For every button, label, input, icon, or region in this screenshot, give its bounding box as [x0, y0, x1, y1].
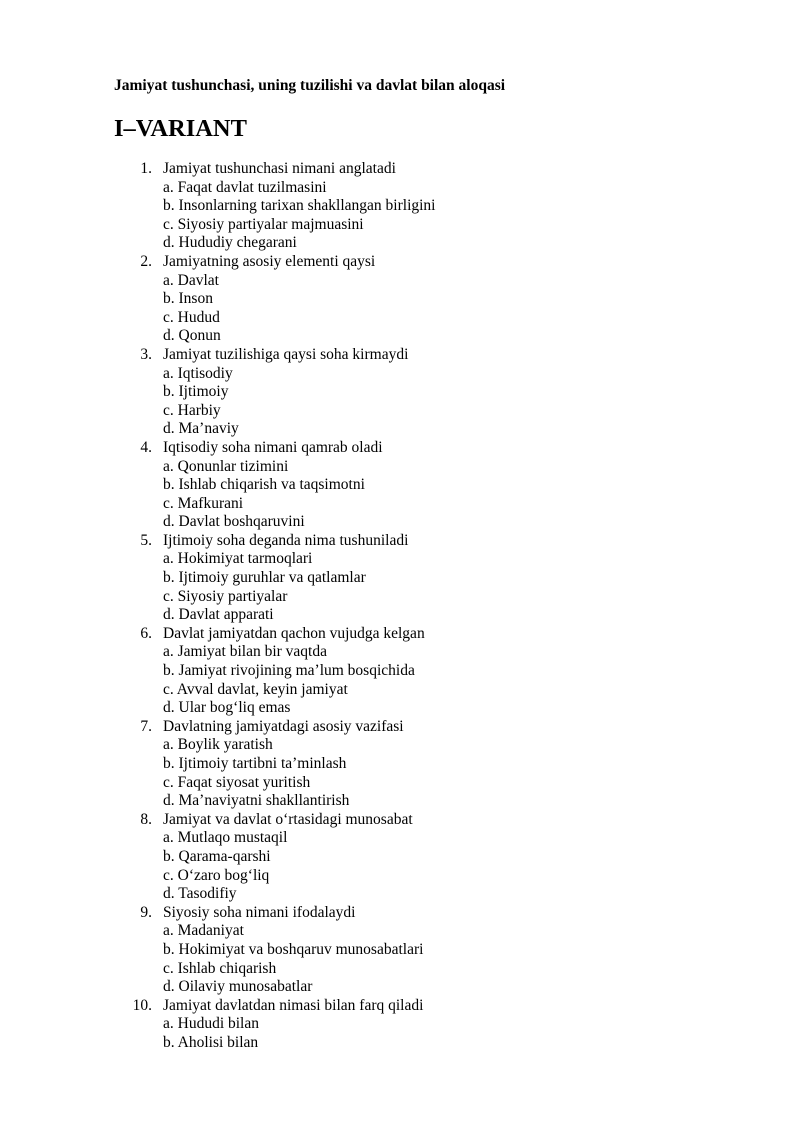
answer-option: [0, 774, 800, 793]
question-line: [0, 811, 800, 830]
answer-option-text: d. Davlat boshqaruvini: [163, 513, 305, 531]
question-number: 5.: [140, 531, 152, 549]
answer-option-text: a. Hududi bilan: [163, 1015, 259, 1033]
question-line: [0, 160, 800, 179]
question-number: 9.: [140, 903, 152, 921]
question-text: Jamiyat va davlat o‘rtasidagi munosabat: [163, 810, 413, 828]
answer-option: [0, 699, 800, 718]
question-item: [0, 904, 800, 997]
answer-option: [0, 290, 800, 309]
question-number: 1.: [140, 160, 152, 177]
answer-option-text: a. Mutlaqo mustaqil: [163, 829, 288, 847]
answer-option-text: c. Siyosiy partiyalar: [163, 587, 288, 605]
answer-option: [0, 1034, 800, 1053]
answer-option: [0, 309, 800, 328]
question-number: 7.: [140, 717, 152, 735]
answer-option: [0, 829, 800, 848]
question-item: [0, 160, 800, 253]
question-line: [0, 346, 800, 365]
question-item: [0, 997, 800, 1053]
answer-option-text: c. Harbiy: [163, 401, 221, 419]
answer-option: [0, 272, 800, 291]
answer-option-text: a. Boylik yaratish: [163, 736, 273, 754]
question-list: [0, 160, 800, 1053]
question-item: [0, 811, 800, 904]
question-item: [0, 253, 800, 346]
answer-option-text: d. Qonun: [163, 327, 221, 345]
answer-option-text: c. Ishlab chiqarish: [163, 959, 277, 977]
answer-option: [0, 550, 800, 569]
answer-option-text: c. Faqat siyosat yuritish: [163, 773, 311, 791]
answer-option: [0, 569, 800, 588]
question-number: 4.: [140, 438, 152, 456]
question-text: Jamiyat davlatdan nimasi bilan farq qiladi: [163, 996, 424, 1014]
answer-option: [0, 848, 800, 867]
answer-option: [0, 792, 800, 811]
answer-option-text: c. O‘zaro bog‘liq: [163, 866, 270, 884]
answer-option-text: a. Qonunlar tizimini: [163, 457, 289, 475]
question-line: [0, 253, 800, 272]
document-title: Jamiyat tushunchasi, uning tuzilishi va davlat bilan aloqasi: [114, 77, 506, 94]
answer-option: [0, 755, 800, 774]
answer-option: [0, 495, 800, 514]
answer-option: [0, 216, 800, 235]
question-line: [0, 532, 800, 551]
question-text: Siyosiy soha nimani ifodalaydi: [163, 903, 356, 921]
question-number: 10.: [132, 996, 152, 1014]
question-text: Ijtimoiy soha deganda nima tushuniladi: [163, 531, 409, 549]
answer-option-text: d. Ma’naviyatni shakllantirish: [163, 792, 350, 810]
answer-option-text: a. Madaniyat: [163, 922, 244, 940]
question-text: Davlat jamiyatdan qachon vujudga kelgan: [163, 624, 425, 642]
answer-option-text: d. Ular bog‘liq emas: [163, 699, 291, 717]
answer-option-text: d. Hududiy chegarani: [163, 234, 297, 252]
answer-option-text: b. Ijtimoiy guruhlar va qatlamlar: [163, 569, 366, 587]
question-item: [0, 532, 800, 625]
answer-option: [0, 476, 800, 495]
question-number: 8.: [140, 810, 152, 828]
answer-option: [0, 681, 800, 700]
answer-option: [0, 978, 800, 997]
answer-option: [0, 941, 800, 960]
answer-option-text: b. Ijtimoiy: [163, 383, 229, 401]
question-text: Jamiyat tushunchasi nimani anglatadi: [163, 160, 396, 177]
answer-option-text: a. Jamiyat bilan bir vaqtda: [163, 643, 327, 661]
answer-option-text: d. Davlat apparati: [163, 606, 274, 624]
question-item: [0, 625, 800, 718]
answer-option: [0, 867, 800, 886]
answer-option: [0, 885, 800, 904]
answer-option-text: c. Mafkurani: [163, 494, 244, 512]
question-text: Davlatning jamiyatdagi asosiy vazifasi: [163, 717, 404, 735]
answer-option: [0, 1015, 800, 1034]
question-line: [0, 904, 800, 923]
answer-option-text: c. Siyosiy partiyalar majmuasini: [163, 215, 364, 233]
question-item: [0, 439, 800, 532]
answer-option: [0, 662, 800, 681]
answer-option: [0, 588, 800, 607]
question-item: [0, 718, 800, 811]
answer-option: [0, 197, 800, 216]
answer-option-text: b. Hokimiyat va boshqaruv munosabatlari: [163, 940, 424, 958]
answer-option: [0, 327, 800, 346]
answer-option-text: d. Tasodifiy: [163, 885, 237, 903]
answer-option-text: a. Davlat: [163, 271, 219, 289]
answer-option-text: b. Qarama-qarshi: [163, 847, 271, 865]
question-line: [0, 625, 800, 644]
answer-option-text: c. Avval davlat, keyin jamiyat: [163, 680, 348, 698]
answer-option: [0, 458, 800, 477]
answer-option-text: b. Inson: [163, 290, 213, 308]
question-text: Jamiyat tuzilishiga qaysi soha kirmaydi: [163, 345, 409, 363]
answer-option-text: d. Ma’naviy: [163, 420, 239, 438]
answer-option-text: d. Oilaviy munosabatlar: [163, 978, 313, 996]
question-line: [0, 718, 800, 737]
answer-option: [0, 643, 800, 662]
question-text: Iqtisodiy soha nimani qamrab oladi: [163, 438, 383, 456]
question-number: 3.: [140, 345, 152, 363]
variant-heading: I–VARIANT: [114, 115, 247, 142]
answer-option-text: a. Hokimiyat tarmoqlari: [163, 550, 313, 568]
answer-option: [0, 420, 800, 439]
answer-option: [0, 402, 800, 421]
answer-option-text: c. Hudud: [163, 308, 220, 326]
answer-option-text: a. Iqtisodiy: [163, 364, 233, 382]
question-line: [0, 439, 800, 458]
answer-option-text: b. Jamiyat rivojining ma’lum bosqichida: [163, 662, 415, 680]
answer-option: [0, 922, 800, 941]
question-text: Jamiyatning asosiy elementi qaysi: [163, 252, 376, 270]
question-line: [0, 997, 800, 1016]
answer-option: [0, 606, 800, 625]
answer-option: [0, 513, 800, 532]
question-number: 6.: [140, 624, 152, 642]
question-item: [0, 346, 800, 439]
answer-option-text: b. Aholisi bilan: [163, 1033, 259, 1051]
answer-option-text: b. Ishlab chiqarish va taqsimotni: [163, 476, 365, 494]
answer-option-text: b. Insonlarning tarixan shakllangan birligini: [163, 197, 436, 215]
answer-option: [0, 960, 800, 979]
answer-option: [0, 234, 800, 253]
answer-option: [0, 383, 800, 402]
answer-option: [0, 736, 800, 755]
answer-option: [0, 179, 800, 198]
answer-option-text: b. Ijtimoiy tartibni ta’minlash: [163, 755, 347, 772]
answer-option: [0, 365, 800, 384]
question-number: 2.: [140, 252, 152, 270]
answer-option-text: a. Faqat davlat tuzilmasini: [163, 178, 327, 196]
